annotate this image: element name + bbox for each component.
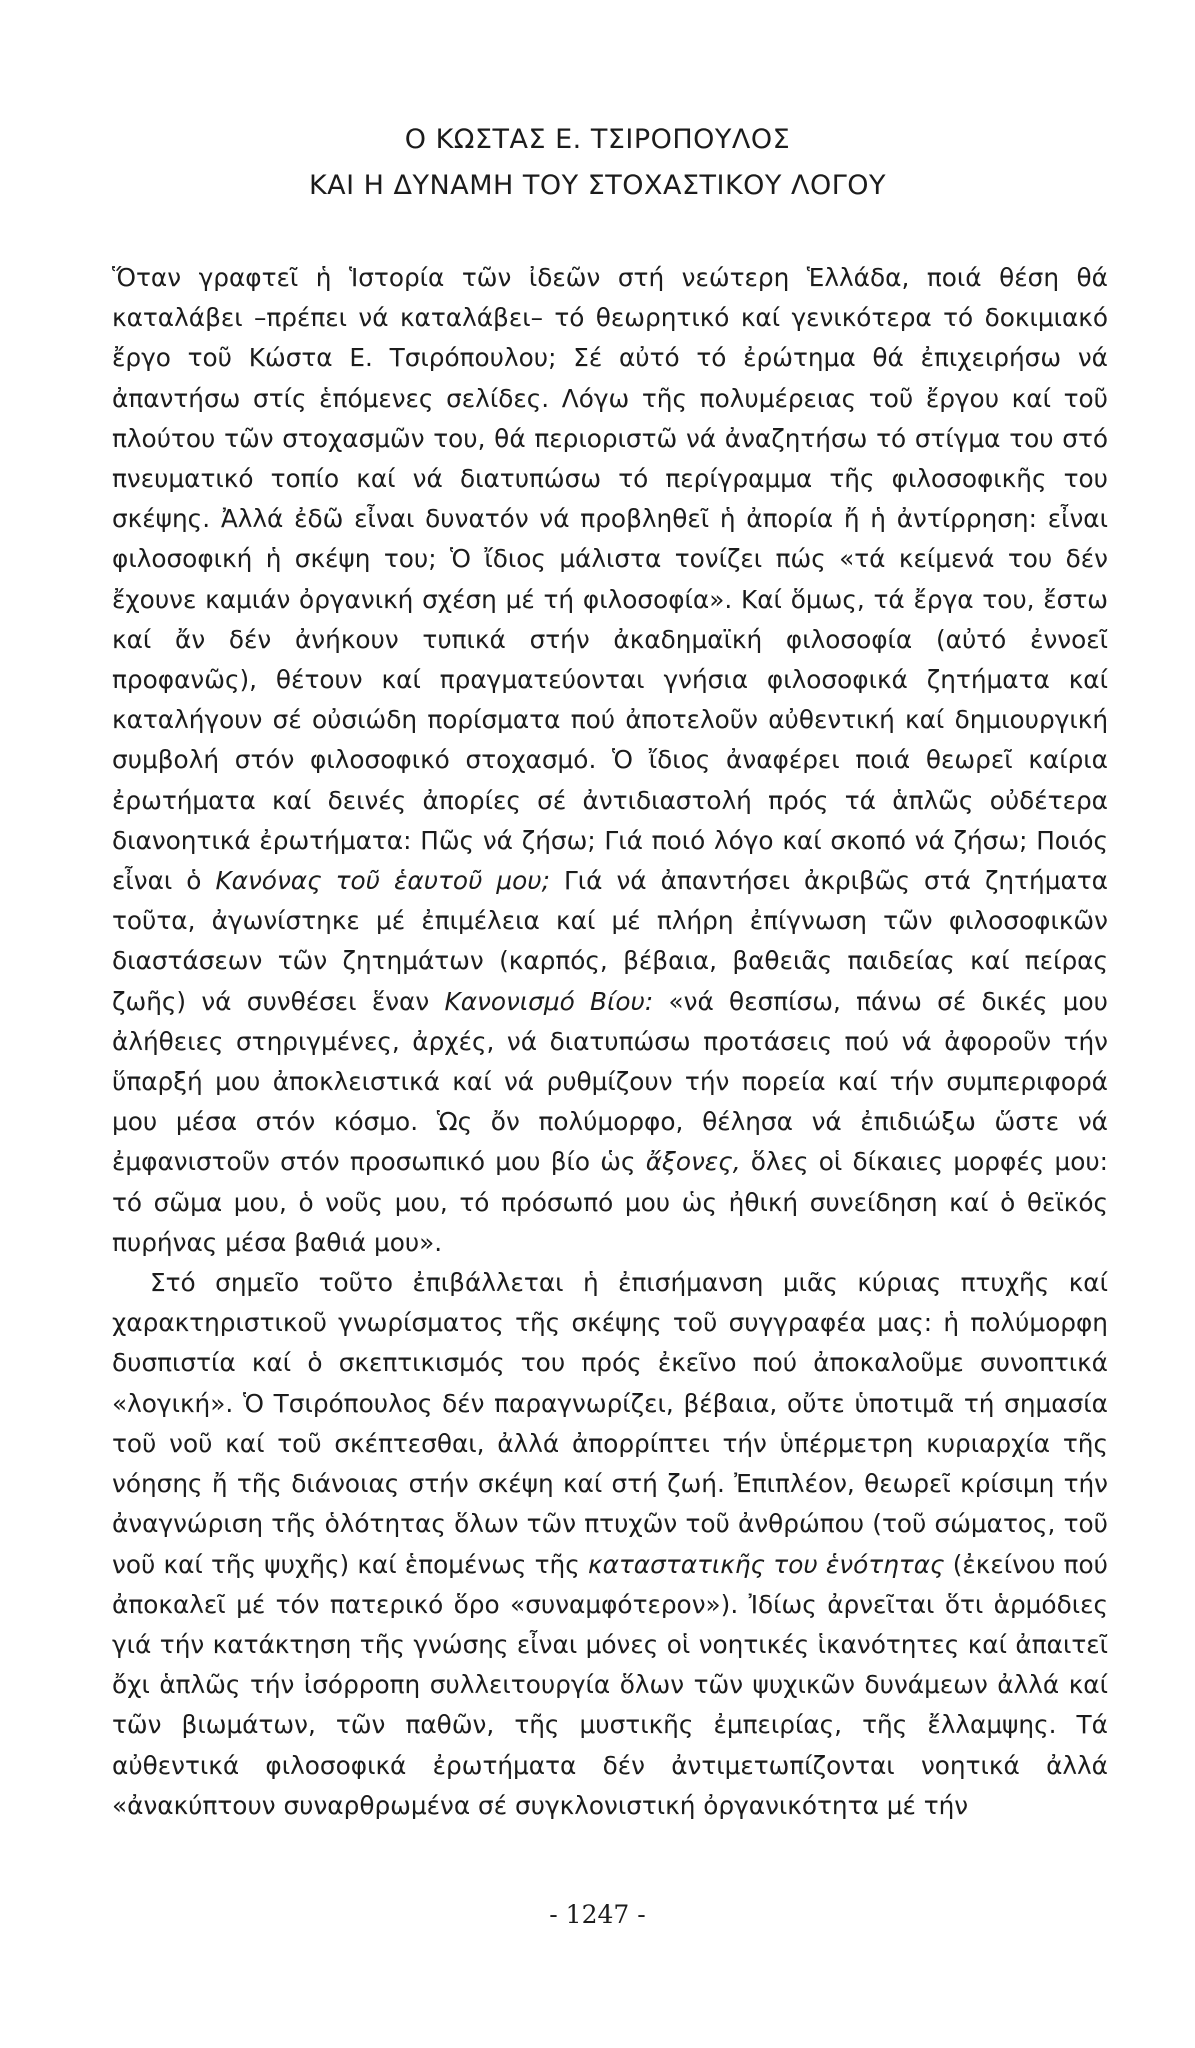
paragraph-2-text-1: Στό σημεῖο τοῦτο ἐπιβάλλεται ἡ ἐπισήμανση μιᾶς κύριας πτυχῆς καί χαρακτηριστικοῦ γνωρίσματος τῆς σκέψης τοῦ συγγραφέα μας: ἡ πολύμορφη δυσπιστία καί ὁ σκεπτικισμός του πρός ἐκεῖνο πού ἀποκαλοῦμε συνοπτικά «λογική». Ὁ Τσιρόπουλος δέν παραγνωρίζει, βέβαια, οὔτε ὑποτιμᾶ τή σημασία τοῦ νοῦ καί τοῦ σκέπτεσθαι, ἀλλά ἀπορρίπτει τήν ὑπέρμετρη κυριαρχία τῆς νόησης ἤ τῆς διάνοιας στήν σκέψη καί στή ζωή. Ἐπιπλέον, θεωρεῖ κρίσιμη τήν ἀναγνώριση τῆς ὁλότητας ὅλων τῶν πτυχῶν τοῦ ἀνθρώπου (τοῦ σώματος, τοῦ νοῦ καί τῆς ψυχῆς) καί ἑπομένως τῆς (112, 1268, 1108, 1579)
article-title-line-2: ΚΑΙ Η ΔΥΝΑΜΗ ΤΟΥ ΣΤΟΧΑΣΤΙΚΟΥ ΛΟΓΟΥ (308, 170, 887, 201)
paragraph-1-italic-1: Κανόνας τοῦ ἑαυτοῦ μου; (215, 866, 550, 896)
paragraph-2-italic-1: καταστατικῆς του ἑνότητας (587, 1549, 945, 1579)
paragraph-2-text-2: (ἐκείνου πού ἀποκαλεῖ μέ τόν πατερικό ὅρο «συναμφότερον»). Ἰδίως ἀρνεῖται ὅτι ἁρμόδιες γιά τήν κατάκτηση τῆς γνώσης εἶναι μόνες οἱ νοητικές ἱκανότητες καί ἀπαιτεῖ ὄχι ἁπλῶς τήν ἰσόρροπη συλλειτουργία ὅλων τῶν ψυχικῶν δυνάμεων ἀλλά καί τῶν βιωμάτων, τῶν παθῶν, τῆς μυστικῆς ἐμπειρίας, τῆς ἔλλαμψης. Τά αὐθεντικά φιλοσοφικά ἐρωτήματα δέν ἀντιμετωπίζονται νοητικά ἀλλά «ἀνακύπτουν συναρθρωμένα σέ συγκλονιστική ὀργανικότητα μέ τήν (112, 1549, 1108, 1820)
paragraph-1-text-2: Γιά νά ἀπαντήσει ἀκριβῶς στά ζητήματα τοῦτα, ἀγωνίστηκε μέ ἐπιμέλεια καί μέ πλήρη ἐπίγνωση τῶν φιλοσοφικῶν διαστάσεων τῶν ζητημάτων (καρπός, βέβαια, βαθειᾶς παιδείας καί πείρας ζωῆς) νά συνθέσει ἕναν (112, 866, 1108, 1016)
paragraph-1-italic-3: ἄξονες, (645, 1147, 741, 1177)
page-number: - 1247 - (549, 1900, 646, 1929)
article-body (112, 258, 1108, 1826)
paragraph-1-text-3: «νά θεσπίσω, πάνω σέ δικές μου ἀλήθειες στηριγμένες, ἀρχές, νά διατυπώσω προτάσεις πού νά ἀφοροῦν τήν ὕπαρξή μου ἀποκλειστικά καί νά ρυθμίζουν τήν πορεία καί τήν συμπεριφορά μου μέσα στόν κόσμο. Ὡς ὄν πολύμορφο, θέλησα νά ἐπιδιώξω ὥστε νά ἐμφανιστοῦν στόν προσωπικό μου βίο ὡς (112, 986, 1108, 1177)
paragraph-2 (112, 1263, 1108, 1826)
paragraph-1-italic-2: Κανονισμό Βίου: (444, 986, 654, 1016)
paragraph-1-text-1: Ὅταν γραφτεῖ ἡ Ἱστορία τῶν ἰδεῶν στή νεώτερη Ἑλλάδα, ποιά θέση θά καταλάβει –πρέπει νά καταλάβει– τό θεωρητικό καί γενικότερα τό δοκιμιακό ἔργο τοῦ Κώστα Ε. Τσιρόπουλου; Σέ αὐτό τό ἐρώτημα θά ἐπιχειρήσω νά ἀπαντήσω στίς ἑπόμενες σελίδες. Λόγω τῆς πολυμέρειας τοῦ ἔργου καί τοῦ πλούτου τῶν στοχασμῶν του, θά περιοριστῶ νά ἀναζητήσω τό στίγμα του στό πνευματικό τοπίο καί νά διατυπώσω τό περίγραμμα τῆς φιλοσοφικῆς του σκέψης. Ἀλλά ἐδῶ εἶναι δυνατόν νά προβληθεῖ ἡ ἀπορία ἤ ἡ ἀντίρρηση: εἶναι φιλοσοφική ἡ σκέψη του; Ὁ ἴδιος μάλιστα τονίζει πώς «τά κείμενά του δέν ἔχουνε καμιάν ὀργανική σχέση μέ τή φιλοσοφία». Καί ὅμως, τά ἔργα του, ἔστω καί ἄν δέν ἀνήκουν τυπικά στήν ἀκαδημαϊκή φιλοσοφία (αὐτό ἐννοεῖ προφανῶς), θέτουν καί πραγματεύονται γνήσια φιλοσοφικά ζητήματα καί καταλήγουν σέ οὐσιώδη πορίσματα πού ἀποτελοῦν αὐθεντική καί δημιουργική συμβολή στόν φιλοσοφικό στοχασμό. Ὁ ἴδιος ἀναφέρει ποιά θεωρεῖ καίρια ἐρωτήματα καί δεινές ἀπορίες σέ ἀντιδιαστολή πρός τά ἁπλῶς οὐδέτερα διανοητικά ἐρωτήματα: Πῶς νά ζήσω; Γιά ποιό λόγο καί σκοπό νά ζήσω; Ποιός εἶναι ὁ (112, 263, 1108, 896)
paragraph-1-text-4: ὅλες οἱ δίκαιες μορφές μου: τό σῶμα μου, ὁ νοῦς μου, τό πρόσωπό μου ὡς ἠθική συνείδηση καί ὁ θεϊκός πυρήνας μέσα βαθιά μου». (112, 1147, 1109, 1257)
article-title-line-1: Ο ΚΩΣΤΑΣ Ε. ΤΣΙΡΟΠΟΥΛΟΣ (404, 124, 791, 155)
paragraph-1 (112, 258, 1108, 1263)
